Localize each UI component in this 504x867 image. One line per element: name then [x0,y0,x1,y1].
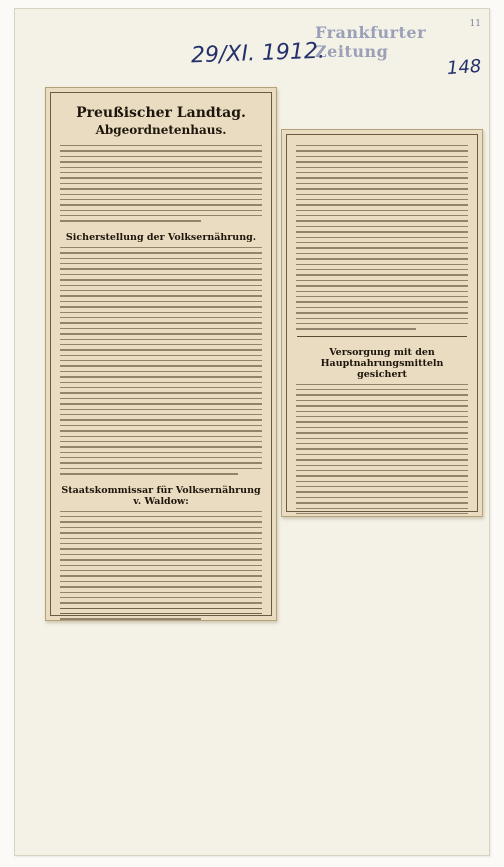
newspaper-masthead: Frankfurter Zeitung [315,23,427,61]
clipping-sheet [14,8,490,856]
section-heading: Sicherstellung der Volksernährung. [65,231,257,243]
clipping-frame [286,134,478,512]
newspaper-clipping-right [281,129,483,517]
handwritten-page-number: 148 [446,55,483,80]
article-subtitle: Abgeordnetenhaus. [95,123,227,137]
section-heading-supply: Versorgung mit den Hauptnahrungsmitteln gesichert [320,346,444,380]
section-heading-commissioner: Staatskommissar für Volksernährung v. Waldow: [61,484,261,507]
handwritten-date: 29/XI. 1912. [190,38,326,69]
clipping-frame [50,92,272,616]
section-body-lines [60,247,262,475]
corner-page-number: 11 [469,19,481,29]
newspaper-clipping-left [45,87,277,621]
article-body-lines [60,145,262,222]
article-title: Preußischer Landtag. [76,105,246,121]
commissioner-body-lines [60,511,262,620]
section-divider [297,336,467,337]
continuation-body-lines [296,145,468,330]
supply-body-lines [296,384,468,517]
